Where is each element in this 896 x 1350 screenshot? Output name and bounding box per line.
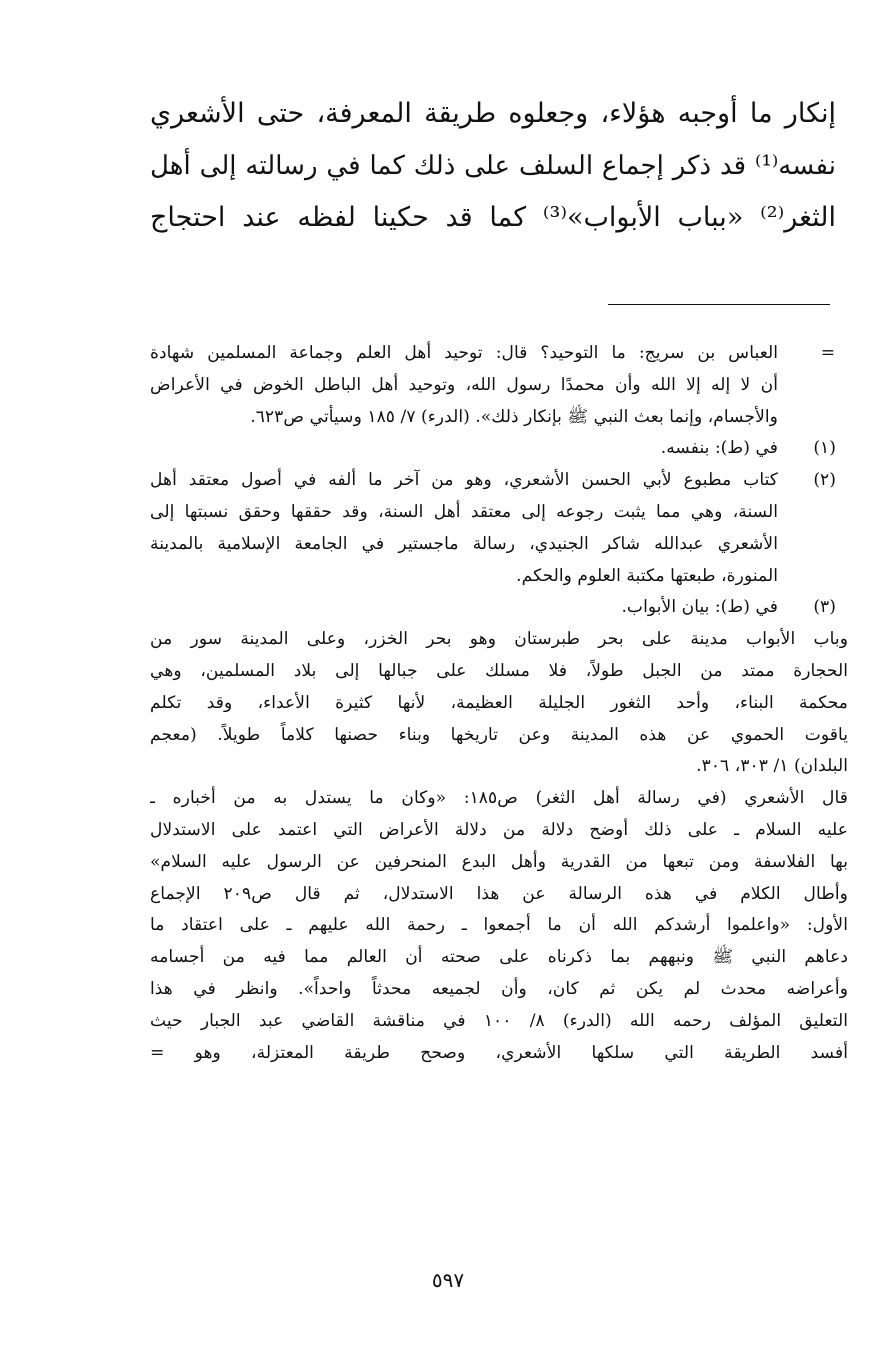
footnote-3-paragraph-1 (150, 624, 848, 783)
footnote-line: الحجارة ممتد من الجبل طولاً، فلا مسلك على جبالها إلى بلاد المسلمين، وهي (150, 660, 848, 681)
main-text-line: إنكار ما أوجبه هؤلاء، وجعلوه طريقة المعرفة، حتى الأشعري (150, 98, 836, 129)
main-text (150, 88, 836, 244)
footnote-line: الأول: «واعلموا أرشدكم الله أن ما أجمعوا ـ رحمة الله عليهم ـ على اعتقاد ما (150, 915, 848, 936)
footnote-line: التعليق المؤلف رحمه الله (الدرء) ٨/ ١٠٠ في مناقشة القاضي عبد الجبار حيث (150, 1010, 848, 1031)
footnote-3-paragraph-2 (150, 783, 848, 1069)
continuation-marker: = (820, 343, 836, 363)
footnote-line: وباب الأبواب مدينة على بحر طبرستان وهو بحر الخزر، وعلى المدينة سور من (150, 629, 848, 650)
footnote-line: البلدان) ١/ ٣٠٣، ٣٠٦. (696, 756, 848, 777)
footnote-line: الأشعري عبدالله شاكر الجنيدي، رسالة ماجستير في الجامعة الإسلامية بالمدينة (150, 533, 778, 554)
main-text-line: الثغر⁽²⁾ «بباب الأبواب»⁽³⁾ كما قد حكينا لفظه عند احتجاج (150, 202, 836, 233)
footnote-line: وأعراضه محدث لم يكن ثم كان، وأن لجميعه محدثاً واحداً». وانظر في هذا (150, 978, 848, 999)
footnote-line: عليه السلام ـ على ذلك أوضح دلالة من دلالة الأعراض التي اعتمد على الاستدلال (150, 819, 848, 840)
footnote-line: بها الفلاسفة ومن تبعها من القدرية وأهل البدع المنحرفين عن الرسول عليه السلام» (150, 851, 848, 872)
footnote-line: أفسد الطريقة التي سلكها الأشعري، وصحح طريقة المعتزلة، وهو = (150, 1042, 848, 1063)
footnote-line: محكمة البناء، وأحد الثغور الجليلة العظيمة، لأنها كثيرة الأعداء، وقد تكلم (150, 692, 848, 713)
footnote-line: وأطال الكلام في هذه الرسالة عن هذا الاستدلال، ثم قال ص٢٠٩ الإجماع (150, 883, 848, 904)
footnote-number: (١) (813, 438, 836, 459)
footnote-line: أن لا إله إلا الله وأن محمدًا رسول الله، وتوحيد أهل الباطل الخوض في الأعراض (150, 374, 778, 395)
footnote-continuation (150, 338, 848, 433)
footnote-line: دعاهم النبي ﷺ ونبههم بما ذكرناه على صحته أن العالم مما فيه من أجسامه (150, 947, 848, 968)
footnote-2 (150, 465, 848, 592)
footnote-line: كتاب مطبوع لأبي الحسن الأشعري، وهو من آخر ما ألفه في أصول معتقد أهل (150, 470, 778, 491)
footnote-line: العباس بن سريج: ما التوحيد؟ قال: توحيد أهل العلم وجماعة المسلمين شهادة (150, 343, 778, 363)
footnote-3 (150, 592, 848, 624)
footnote-line: في (ط): بنفسه. (660, 438, 778, 459)
main-text-line: نفسه⁽¹⁾ قد ذكر إجماع السلف على ذلك كما في رسالته إلى أهل (150, 151, 836, 181)
footnotes (150, 338, 848, 1069)
footnote-number: (٣) (813, 597, 836, 618)
footnote-line: المنورة، طبعتها مكتبة العلوم والحكم. (516, 565, 778, 586)
page-number: ٥٩٧ (431, 1268, 465, 1292)
footnote-line: قال الأشعري (في رسالة أهل الثغر) ص١٨٥: «وكان ما يستدل به من أخباره ـ (150, 788, 848, 809)
footnote-line: والأجسام، وإنما بعث النبي ﷺ بإنكار ذلك». (الدرء) ٧/ ١٨٥ وسيأتي ص٦٢٣. (250, 406, 778, 427)
footnote-line: ياقوت الحموي عن هذه المدينة وعن تاريخها وبناء حصنها كلاماً طويلاً. (معجم (150, 724, 848, 745)
footnote-1 (150, 433, 848, 465)
footnote-number: (٢) (813, 470, 836, 491)
footnote-line: السنة، وهي مما يثبت رجوعه إلى معتقد أهل السنة، وقد حققها وحقق نسبتها إلى (150, 501, 778, 522)
footnote-line: في (ط): بيان الأبواب. (621, 597, 778, 618)
footnote-divider (608, 304, 830, 305)
